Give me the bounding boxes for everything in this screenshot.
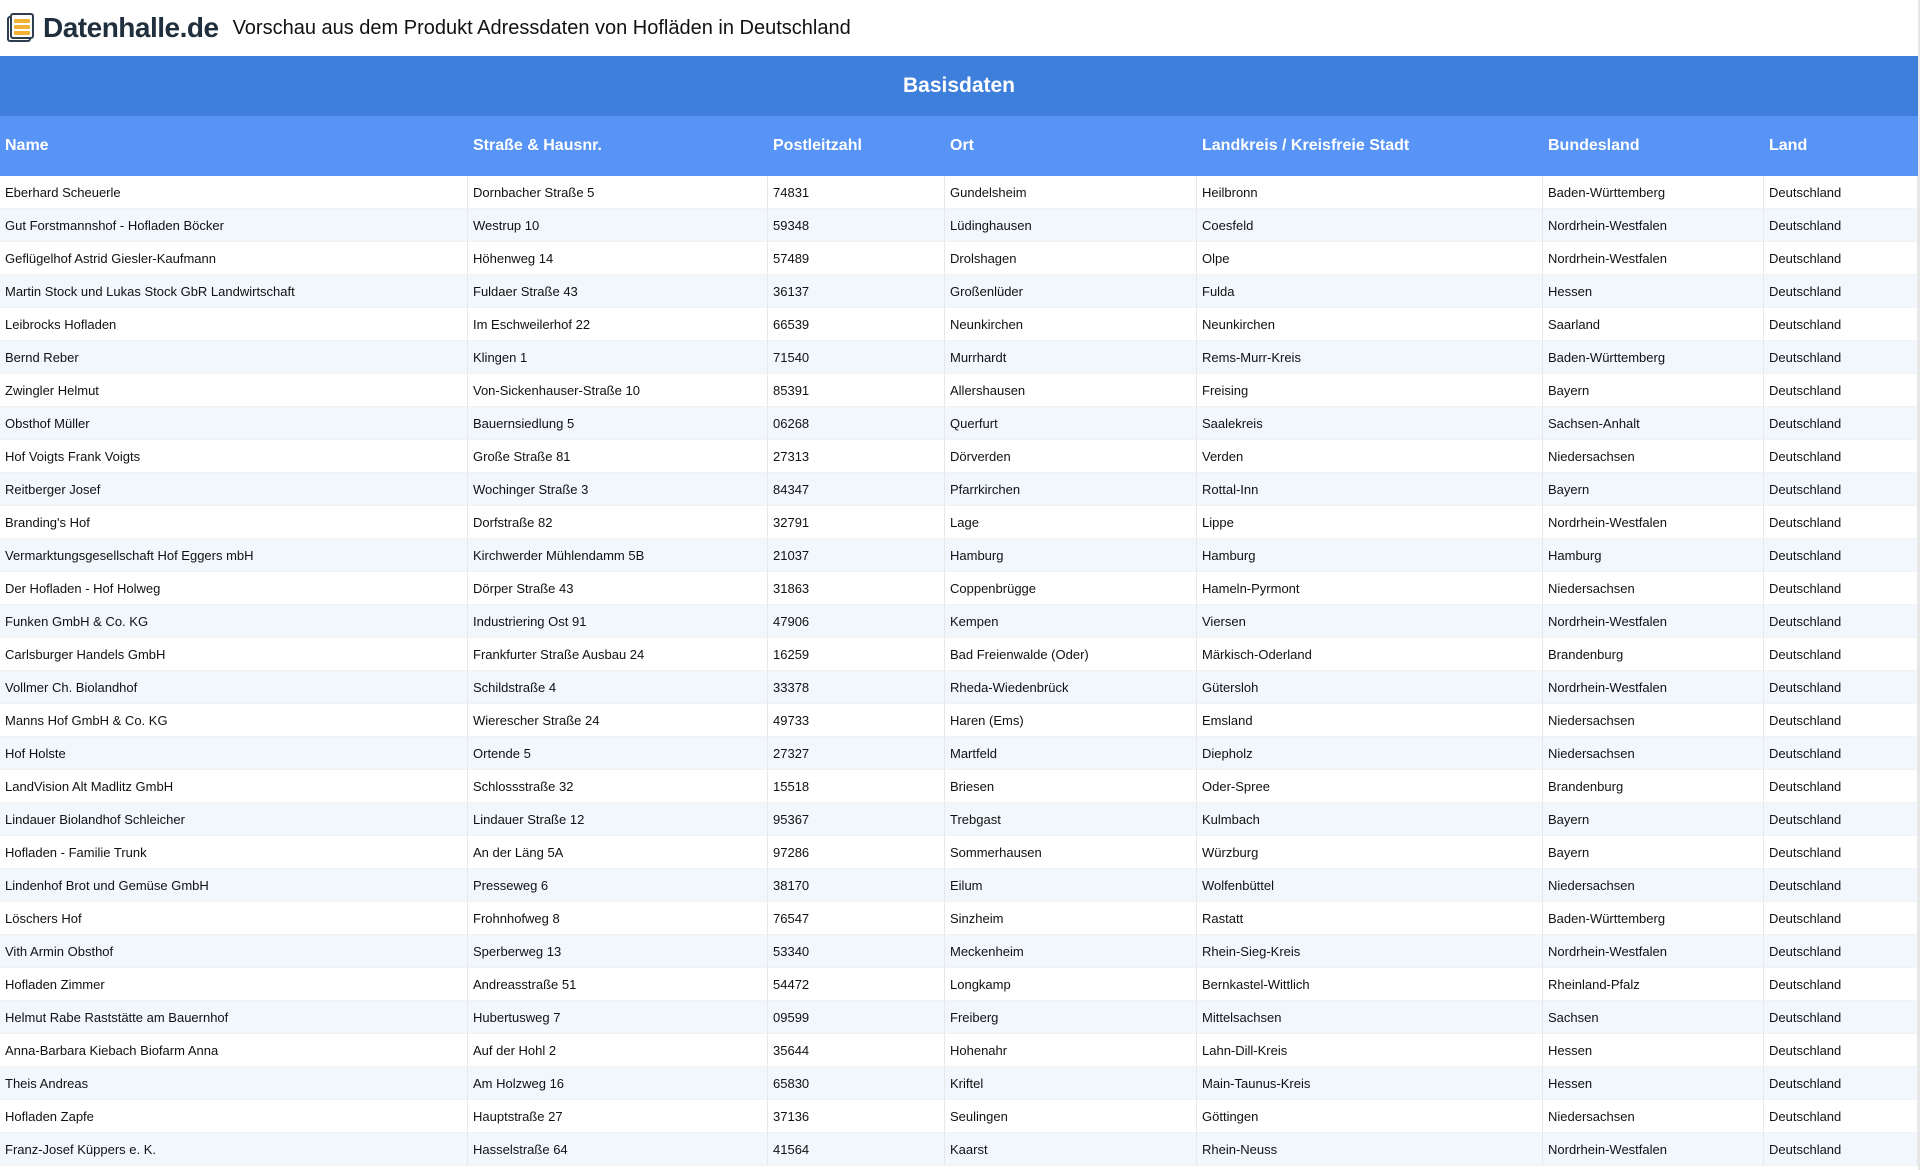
table-cell: Vollmer Ch. Biolandhof	[0, 671, 468, 704]
table-cell: Baden-Württemberg	[1543, 176, 1764, 209]
table-cell: Geflügelhof Astrid Giesler-Kaufmann	[0, 242, 468, 275]
table-cell: Vermarktungsgesellschaft Hof Eggers mbH	[0, 539, 468, 572]
table-cell: Hasselstraße 64	[468, 1133, 768, 1166]
table-cell: Wierescher Straße 24	[468, 704, 768, 737]
table-cell: Hohenahr	[945, 1034, 1197, 1067]
table-cell: Obsthof Müller	[0, 407, 468, 440]
table-cell: Bayern	[1543, 374, 1764, 407]
table-cell: Rhein-Sieg-Kreis	[1197, 935, 1543, 968]
column-header[interactable]: Postleitzahl	[768, 116, 945, 176]
table-cell: 27313	[768, 440, 945, 473]
table-cell: 76547	[768, 902, 945, 935]
table-row	[0, 308, 1918, 341]
table-cell: Hessen	[1543, 275, 1764, 308]
table-cell: Sommerhausen	[945, 836, 1197, 869]
table-cell: Deutschland	[1764, 341, 1918, 374]
table-cell: Hofladen Zimmer	[0, 968, 468, 1001]
column-header[interactable]: Bundesland	[1543, 116, 1764, 176]
table-cell: Dorfstraße 82	[468, 506, 768, 539]
table-row	[0, 968, 1918, 1001]
table-cell: Coesfeld	[1197, 209, 1543, 242]
table-cell: 16259	[768, 638, 945, 671]
table-row	[0, 572, 1918, 605]
table-cell: Hamburg	[1543, 539, 1764, 572]
table-cell: 71540	[768, 341, 945, 374]
table-cell: Niedersachsen	[1543, 440, 1764, 473]
table-cell: Bayern	[1543, 473, 1764, 506]
table-cell: Deutschland	[1764, 902, 1918, 935]
table-cell: Verden	[1197, 440, 1543, 473]
table-header-row	[0, 116, 1918, 176]
table-row	[0, 737, 1918, 770]
table-cell: Niedersachsen	[1543, 869, 1764, 902]
table-cell: Deutschland	[1764, 803, 1918, 836]
table-cell: Deutschland	[1764, 1067, 1918, 1100]
table-cell: Niedersachsen	[1543, 704, 1764, 737]
table-cell: Schildstraße 4	[468, 671, 768, 704]
table-cell: Drolshagen	[945, 242, 1197, 275]
table-cell: 47906	[768, 605, 945, 638]
table-cell: Nordrhein-Westfalen	[1543, 671, 1764, 704]
table-cell: Sperberweg 13	[468, 935, 768, 968]
table-cell: Mittelsachsen	[1197, 1001, 1543, 1034]
table-cell: Sachsen	[1543, 1001, 1764, 1034]
table-cell: Deutschland	[1764, 209, 1918, 242]
brand-name: Datenhalle.de	[43, 12, 219, 43]
table-cell: 59348	[768, 209, 945, 242]
table-cell: Westrup 10	[468, 209, 768, 242]
table-row	[0, 605, 1918, 638]
table-cell: 06268	[768, 407, 945, 440]
table-cell: 74831	[768, 176, 945, 209]
table-cell: Deutschland	[1764, 671, 1918, 704]
table-cell: 41564	[768, 1133, 945, 1166]
table-cell: 54472	[768, 968, 945, 1001]
table-cell: Main-Taunus-Kreis	[1197, 1067, 1543, 1100]
table-cell: Deutschland	[1764, 935, 1918, 968]
table-cell: LandVision Alt Madlitz GmbH	[0, 770, 468, 803]
table-cell: Deutschland	[1764, 869, 1918, 902]
table-cell: Ortende 5	[468, 737, 768, 770]
data-table	[0, 116, 1918, 1166]
table-cell: Saalekreis	[1197, 407, 1543, 440]
table-cell: Kirchwerder Mühlendamm 5B	[468, 539, 768, 572]
table-cell: Manns Hof GmbH & Co. KG	[0, 704, 468, 737]
column-header[interactable]: Ort	[945, 116, 1197, 176]
table-cell: Reitberger Josef	[0, 473, 468, 506]
table-cell: Martfeld	[945, 737, 1197, 770]
table-row	[0, 1133, 1918, 1166]
table-cell: Neunkirchen	[1197, 308, 1543, 341]
table-cell: 21037	[768, 539, 945, 572]
table-cell: 09599	[768, 1001, 945, 1034]
table-cell: Funken GmbH & Co. KG	[0, 605, 468, 638]
table-cell: Vith Armin Obsthof	[0, 935, 468, 968]
table-row	[0, 1034, 1918, 1067]
table-cell: Deutschland	[1764, 308, 1918, 341]
brand-logo[interactable]	[5, 11, 219, 45]
table-cell: Deutschland	[1764, 1001, 1918, 1034]
table-cell: Göttingen	[1197, 1100, 1543, 1133]
table-cell: Lippe	[1197, 506, 1543, 539]
table-cell: Seulingen	[945, 1100, 1197, 1133]
table-cell: 36137	[768, 275, 945, 308]
table-cell: Brandenburg	[1543, 770, 1764, 803]
table-cell: Hof Voigts Frank Voigts	[0, 440, 468, 473]
table-cell: Leibrocks Hofladen	[0, 308, 468, 341]
table-cell: Deutschland	[1764, 440, 1918, 473]
table-cell: 35644	[768, 1034, 945, 1067]
table-cell: Großenlüder	[945, 275, 1197, 308]
table-body	[0, 176, 1918, 1166]
table-cell: Sachsen-Anhalt	[1543, 407, 1764, 440]
table-cell: Nordrhein-Westfalen	[1543, 209, 1764, 242]
table-cell: Helmut Rabe Raststätte am Bauernhof	[0, 1001, 468, 1034]
table-cell: Baden-Württemberg	[1543, 902, 1764, 935]
table-row	[0, 1067, 1918, 1100]
table-row	[0, 770, 1918, 803]
table-cell: 32791	[768, 506, 945, 539]
table-cell: Deutschland	[1764, 176, 1918, 209]
table-cell: Diepholz	[1197, 737, 1543, 770]
table-cell: Freising	[1197, 374, 1543, 407]
table-cell: Große Straße 81	[468, 440, 768, 473]
table-row	[0, 671, 1918, 704]
table-cell: 15518	[768, 770, 945, 803]
table-row	[0, 704, 1918, 737]
table-cell: Eberhard Scheuerle	[0, 176, 468, 209]
table-cell: 37136	[768, 1100, 945, 1133]
table-cell: Deutschland	[1764, 737, 1918, 770]
table-cell: Anna-Barbara Kiebach Biofarm Anna	[0, 1034, 468, 1067]
table-cell: Nordrhein-Westfalen	[1543, 935, 1764, 968]
table-row	[0, 176, 1918, 209]
table-cell: 84347	[768, 473, 945, 506]
table-cell: 66539	[768, 308, 945, 341]
table-cell: Dornbacher Straße 5	[468, 176, 768, 209]
database-icon	[5, 11, 39, 45]
table-cell: Carlsburger Handels GmbH	[0, 638, 468, 671]
table-cell: Deutschland	[1764, 968, 1918, 1001]
table-row	[0, 803, 1918, 836]
table-cell: Meckenheim	[945, 935, 1197, 968]
table-cell: Industriering Ost 91	[468, 605, 768, 638]
table-cell: Hamburg	[945, 539, 1197, 572]
table-cell: Rems-Murr-Kreis	[1197, 341, 1543, 374]
table-cell: Coppenbrügge	[945, 572, 1197, 605]
table-cell: Bernd Reber	[0, 341, 468, 374]
table-cell: Hamburg	[1197, 539, 1543, 572]
table-cell: Pfarrkirchen	[945, 473, 1197, 506]
table-cell: Deutschland	[1764, 1133, 1918, 1166]
column-header[interactable]: Landkreis / Kreisfreie Stadt	[1197, 116, 1543, 176]
table-cell: Presseweg 6	[468, 869, 768, 902]
table-cell: 49733	[768, 704, 945, 737]
table-cell: Eilum	[945, 869, 1197, 902]
table-cell: Hof Holste	[0, 737, 468, 770]
table-cell: Bad Freienwalde (Oder)	[945, 638, 1197, 671]
table-row	[0, 341, 1918, 374]
table-cell: Gut Forstmannshof - Hofladen Böcker	[0, 209, 468, 242]
table-cell: Deutschland	[1764, 1034, 1918, 1067]
table-cell: 38170	[768, 869, 945, 902]
table-cell: Hessen	[1543, 1034, 1764, 1067]
table-cell: Andreasstraße 51	[468, 968, 768, 1001]
table-cell: Kulmbach	[1197, 803, 1543, 836]
table-row	[0, 275, 1918, 308]
table-cell: Briesen	[945, 770, 1197, 803]
table-cell: Lüdinghausen	[945, 209, 1197, 242]
table-row	[0, 1001, 1918, 1034]
table-cell: Brandenburg	[1543, 638, 1764, 671]
table-cell: Kempen	[945, 605, 1197, 638]
table-cell: Rheda-Wiedenbrück	[945, 671, 1197, 704]
table-cell: Frohnhofweg 8	[468, 902, 768, 935]
table-cell: Deutschland	[1764, 704, 1918, 737]
section-header: Basisdaten	[0, 56, 1918, 116]
table-row	[0, 1100, 1918, 1133]
table-cell: Deutschland	[1764, 407, 1918, 440]
table-cell: Von-Sickenhauser-Straße 10	[468, 374, 768, 407]
table-cell: Fuldaer Straße 43	[468, 275, 768, 308]
table-cell: Wolfenbüttel	[1197, 869, 1543, 902]
table-cell: Theis Andreas	[0, 1067, 468, 1100]
table-cell: Hubertusweg 7	[468, 1001, 768, 1034]
table-row	[0, 440, 1918, 473]
table-cell: Deutschland	[1764, 836, 1918, 869]
table-cell: Lindenhof Brot und Gemüse GmbH	[0, 869, 468, 902]
table-row	[0, 473, 1918, 506]
table-cell: Deutschland	[1764, 473, 1918, 506]
table-row	[0, 836, 1918, 869]
table-cell: Bayern	[1543, 803, 1764, 836]
table-cell: Franz-Josef Küppers e. K.	[0, 1133, 468, 1166]
table-cell: Deutschland	[1764, 770, 1918, 803]
table-cell: Oder-Spree	[1197, 770, 1543, 803]
table-cell: Rastatt	[1197, 902, 1543, 935]
table-cell: Schlossstraße 32	[468, 770, 768, 803]
table-cell: 85391	[768, 374, 945, 407]
table-cell: Kriftel	[945, 1067, 1197, 1100]
table-cell: Deutschland	[1764, 1100, 1918, 1133]
table-cell: Fulda	[1197, 275, 1543, 308]
table-cell: Dörverden	[945, 440, 1197, 473]
table-cell: Auf der Hohl 2	[468, 1034, 768, 1067]
table-cell: Lindauer Straße 12	[468, 803, 768, 836]
table-cell: Niedersachsen	[1543, 1100, 1764, 1133]
table-row	[0, 407, 1918, 440]
table-row	[0, 869, 1918, 902]
table-cell: 65830	[768, 1067, 945, 1100]
table-cell: 33378	[768, 671, 945, 704]
table-cell: 27327	[768, 737, 945, 770]
table-row	[0, 506, 1918, 539]
table-cell: Am Holzweg 16	[468, 1067, 768, 1100]
table-cell: Märkisch-Oderland	[1197, 638, 1543, 671]
table-cell: Trebgast	[945, 803, 1197, 836]
table-cell: 57489	[768, 242, 945, 275]
table-cell: Baden-Württemberg	[1543, 341, 1764, 374]
table-cell: Haren (Ems)	[945, 704, 1197, 737]
table-cell: Nordrhein-Westfalen	[1543, 242, 1764, 275]
table-cell: Niedersachsen	[1543, 737, 1764, 770]
table-cell: 53340	[768, 935, 945, 968]
table-cell: Lindauer Biolandhof Schleicher	[0, 803, 468, 836]
table-cell: Rhein-Neuss	[1197, 1133, 1543, 1166]
table-cell: Wochinger Straße 3	[468, 473, 768, 506]
table-row	[0, 935, 1918, 968]
column-header[interactable]: Land	[1764, 116, 1918, 176]
table-cell: Saarland	[1543, 308, 1764, 341]
table-cell: Hessen	[1543, 1067, 1764, 1100]
table-cell: Olpe	[1197, 242, 1543, 275]
column-header[interactable]: Name	[0, 116, 468, 176]
table-cell: Löschers Hof	[0, 902, 468, 935]
table-cell: Neunkirchen	[945, 308, 1197, 341]
table-cell: 95367	[768, 803, 945, 836]
table-row	[0, 374, 1918, 407]
table-cell: Hofladen - Familie Trunk	[0, 836, 468, 869]
table-cell: Longkamp	[945, 968, 1197, 1001]
table-cell: Emsland	[1197, 704, 1543, 737]
table-cell: Kaarst	[945, 1133, 1197, 1166]
table-cell: 97286	[768, 836, 945, 869]
table-cell: Nordrhein-Westfalen	[1543, 1133, 1764, 1166]
table-cell: Rottal-Inn	[1197, 473, 1543, 506]
table-cell: Allershausen	[945, 374, 1197, 407]
table-cell: An der Läng 5A	[468, 836, 768, 869]
table-cell: Rheinland-Pfalz	[1543, 968, 1764, 1001]
table-row	[0, 638, 1918, 671]
table-cell: Gütersloh	[1197, 671, 1543, 704]
table-cell: Deutschland	[1764, 374, 1918, 407]
table-cell: Deutschland	[1764, 275, 1918, 308]
table-row	[0, 242, 1918, 275]
page-title: Vorschau aus dem Produkt Adressdaten von Hofläden in Deutschland	[232, 16, 851, 39]
table-cell: Deutschland	[1764, 506, 1918, 539]
table-cell: Branding's Hof	[0, 506, 468, 539]
table-cell: Querfurt	[945, 407, 1197, 440]
table-row	[0, 539, 1918, 572]
table-cell: Nordrhein-Westfalen	[1543, 506, 1764, 539]
table-cell: Hauptstraße 27	[468, 1100, 768, 1133]
table-cell: Deutschland	[1764, 638, 1918, 671]
table-cell: Bauernsiedlung 5	[468, 407, 768, 440]
table-cell: Im Eschweilerhof 22	[468, 308, 768, 341]
table-cell: Martin Stock und Lukas Stock GbR Landwirtschaft	[0, 275, 468, 308]
table-cell: Zwingler Helmut	[0, 374, 468, 407]
table-cell: Bayern	[1543, 836, 1764, 869]
table-cell: Höhenweg 14	[468, 242, 768, 275]
table-cell: Niedersachsen	[1543, 572, 1764, 605]
table-cell: Würzburg	[1197, 836, 1543, 869]
table-cell: Der Hofladen - Hof Holweg	[0, 572, 468, 605]
table-cell: Hofladen Zapfe	[0, 1100, 468, 1133]
table-row	[0, 902, 1918, 935]
table-cell: Deutschland	[1764, 572, 1918, 605]
top-bar	[0, 0, 1920, 56]
table-cell: Deutschland	[1764, 242, 1918, 275]
table-cell: Lahn-Dill-Kreis	[1197, 1034, 1543, 1067]
table-cell: Frankfurter Straße Ausbau 24	[468, 638, 768, 671]
table-cell: Freiberg	[945, 1001, 1197, 1034]
table-cell: Hameln-Pyrmont	[1197, 572, 1543, 605]
table-cell: Klingen 1	[468, 341, 768, 374]
table-cell: Heilbronn	[1197, 176, 1543, 209]
table-cell: Nordrhein-Westfalen	[1543, 605, 1764, 638]
table-cell: Lage	[945, 506, 1197, 539]
table-row	[0, 209, 1918, 242]
table-cell: Dörper Straße 43	[468, 572, 768, 605]
column-header[interactable]: Straße & Hausnr.	[468, 116, 768, 176]
table-cell: Viersen	[1197, 605, 1543, 638]
table-cell: Sinzheim	[945, 902, 1197, 935]
table-cell: Bernkastel-Wittlich	[1197, 968, 1543, 1001]
table-cell: Deutschland	[1764, 539, 1918, 572]
table-cell: Deutschland	[1764, 605, 1918, 638]
table-cell: 31863	[768, 572, 945, 605]
table-cell: Murrhardt	[945, 341, 1197, 374]
table-cell: Gundelsheim	[945, 176, 1197, 209]
